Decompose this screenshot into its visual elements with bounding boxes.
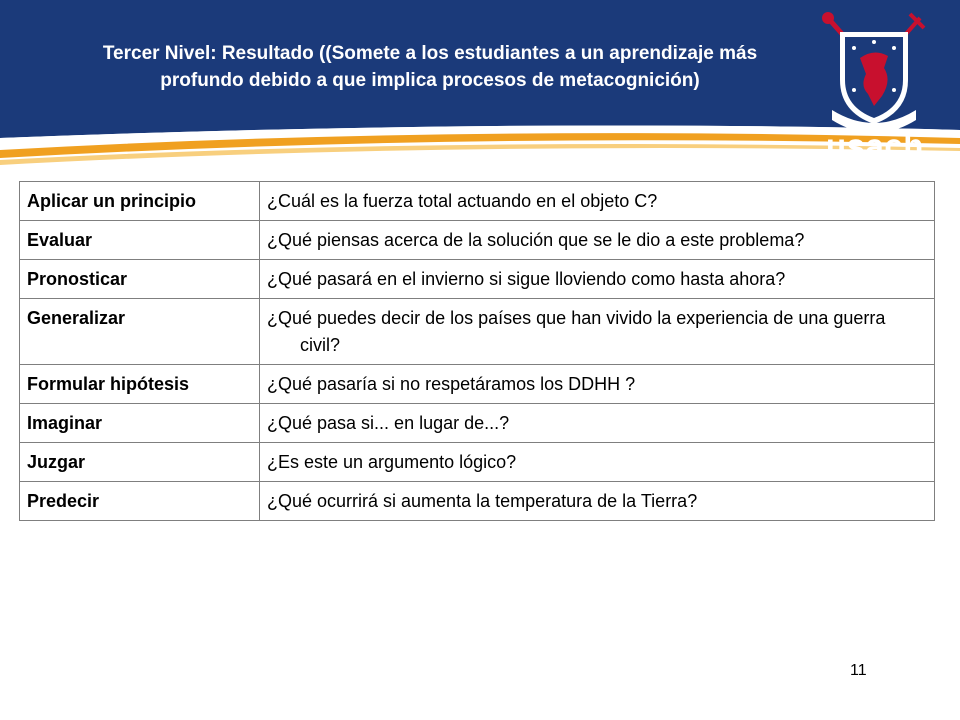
question-cell: ¿Qué pasará en el invierno si sigue lloviendo como hasta ahora? [260, 260, 935, 299]
question-cell: ¿Cuál es la fuerza total actuando en el objeto C? [260, 182, 935, 221]
term-cell: Formular hipótesis [20, 365, 260, 404]
term-cell: Generalizar [20, 299, 260, 365]
term-cell: Pronosticar [20, 260, 260, 299]
title-line-2: profundo debido a que implica procesos de metacognición) [160, 70, 700, 91]
table-row [20, 182, 935, 221]
term-cell: Aplicar un principio [20, 182, 260, 221]
table-row [20, 299, 935, 365]
term-cell: Juzgar [20, 443, 260, 482]
term-cell: Imaginar [20, 404, 260, 443]
table-row [20, 260, 935, 299]
question-cell: ¿Qué pasa si... en lugar de...? [260, 404, 935, 443]
table-row [20, 443, 935, 482]
cognitive-levels-table [19, 181, 935, 521]
term-cell: Evaluar [20, 221, 260, 260]
question-cell: ¿Qué ocurrirá si aumenta la temperatura de la Tierra? [260, 482, 935, 521]
slide-title [0, 40, 860, 94]
table-row [20, 404, 935, 443]
table-row [20, 365, 935, 404]
term-cell: Predecir [20, 482, 260, 521]
page-number: 11 [850, 662, 867, 679]
usach-logo-text: usach [826, 127, 924, 164]
question-cell: ¿Es este un argumento lógico? [260, 443, 935, 482]
title-line-1: Tercer Nivel: Resultado ((Somete a los estudiantes a un aprendizaje más [102, 43, 758, 64]
question-cell: ¿Qué pasaría si no respetáramos los DDHH ? [260, 365, 935, 404]
table-row [20, 482, 935, 521]
question-cell: ¿Qué puedes decir de los países que han vivido la experiencia de una guerra civil? [260, 299, 935, 365]
table-row [20, 221, 935, 260]
question-cell: ¿Qué piensas acerca de la solución que se le dio a este problema? [260, 221, 935, 260]
